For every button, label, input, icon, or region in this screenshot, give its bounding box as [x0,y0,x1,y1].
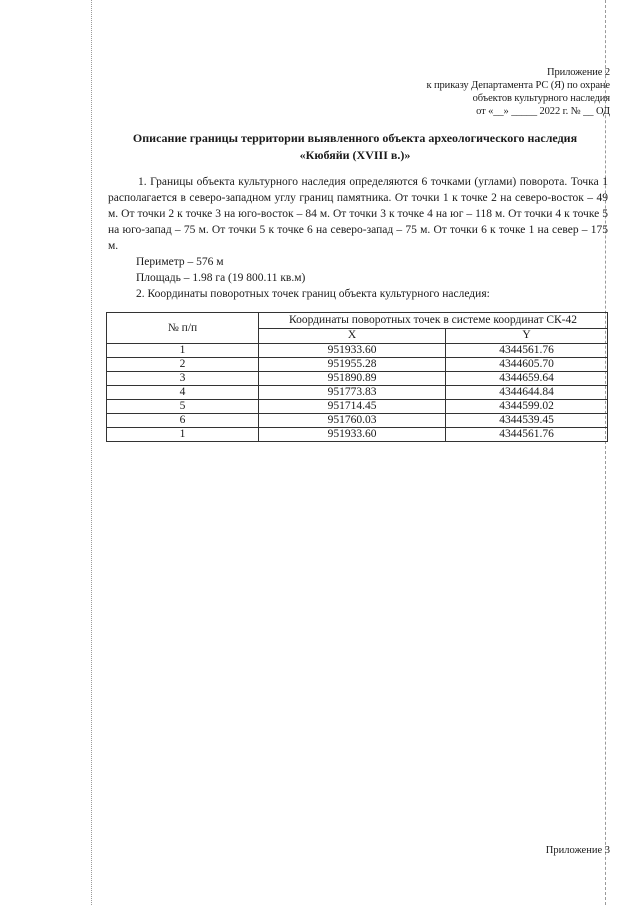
point-number: 2 [107,358,259,372]
point-number: 3 [107,372,259,386]
table-row [107,386,608,400]
point-y: 4344605.70 [446,358,608,372]
order-reference-continued: объектов культурного наследия [472,93,610,104]
title-line-1: Описание границы территории выявленного объекта археологического наследия [132,131,578,145]
point-number: 1 [107,428,259,442]
appendix-label: Приложение 2 [546,67,610,78]
boundary-description: 1. Границы объекта культурного наследия определяются 6 точками (углами) поворота. Точка 1 располагается в северо-западном углу границ памятника. От точки 1 к точке 2 на северо-восток – 49 м. От точки 2 к точке 3 на юго-восток – 84 м. От точки 3 к точке 4 на юг – 118 м. От точки 4 к точке 5 на юго-запад – 75 м. От точки 5 к точке 6 на северо-запад – 75 м. От точки 6 к точке 1 на север – 175 м. [108,176,608,252]
table-row [107,400,608,414]
next-appendix-label: Приложение 3 [545,845,610,856]
column-header-coordinates: Координаты поворотных точек в системе координат СК-42 [259,313,608,329]
column-header-number: № п/п [107,313,259,344]
table-row [107,358,608,372]
point-number: 6 [107,414,259,428]
title-line-2: «Кюбяйи (XVIII в.)» [299,148,411,162]
point-y: 4344659.64 [446,372,608,386]
point-x: 951890.89 [259,372,446,386]
coordinates-table [106,312,608,442]
point-x: 951714.45 [259,400,446,414]
document-body [108,174,608,302]
column-header-y: Y [446,328,608,344]
point-y: 4344539.45 [446,414,608,428]
point-number: 4 [107,386,259,400]
point-x: 951773.83 [259,386,446,400]
table-row [107,414,608,428]
point-y: 4344599.02 [446,400,608,414]
table-row [107,372,608,386]
point-y: 4344644.84 [446,386,608,400]
point-number: 1 [107,344,259,358]
column-header-x: X [259,328,446,344]
page-margin-line-left [91,0,92,905]
point-y: 4344561.76 [446,344,608,358]
page-margin-line-right [605,0,606,905]
point-x: 951955.28 [259,358,446,372]
table-row [107,344,608,358]
point-x: 951933.60 [259,428,446,442]
area-value: Площадь – 1.98 га (19 800.11 кв.м) [136,272,306,284]
document-title [105,130,605,164]
point-x: 951933.60 [259,344,446,358]
point-number: 5 [107,400,259,414]
order-date-number: от «__» _____ 2022 г. № __ ОД [476,106,610,117]
point-y: 4344561.76 [446,428,608,442]
table-row [107,428,608,442]
perimeter-value: Периметр – 576 м [136,256,224,268]
point-x: 951760.03 [259,414,446,428]
order-reference: к приказу Департамента РС (Я) по охране [426,80,610,91]
appendix-header [426,66,610,118]
coordinates-intro: 2. Координаты поворотных точек границ объекта культурного наследия: [136,288,490,300]
